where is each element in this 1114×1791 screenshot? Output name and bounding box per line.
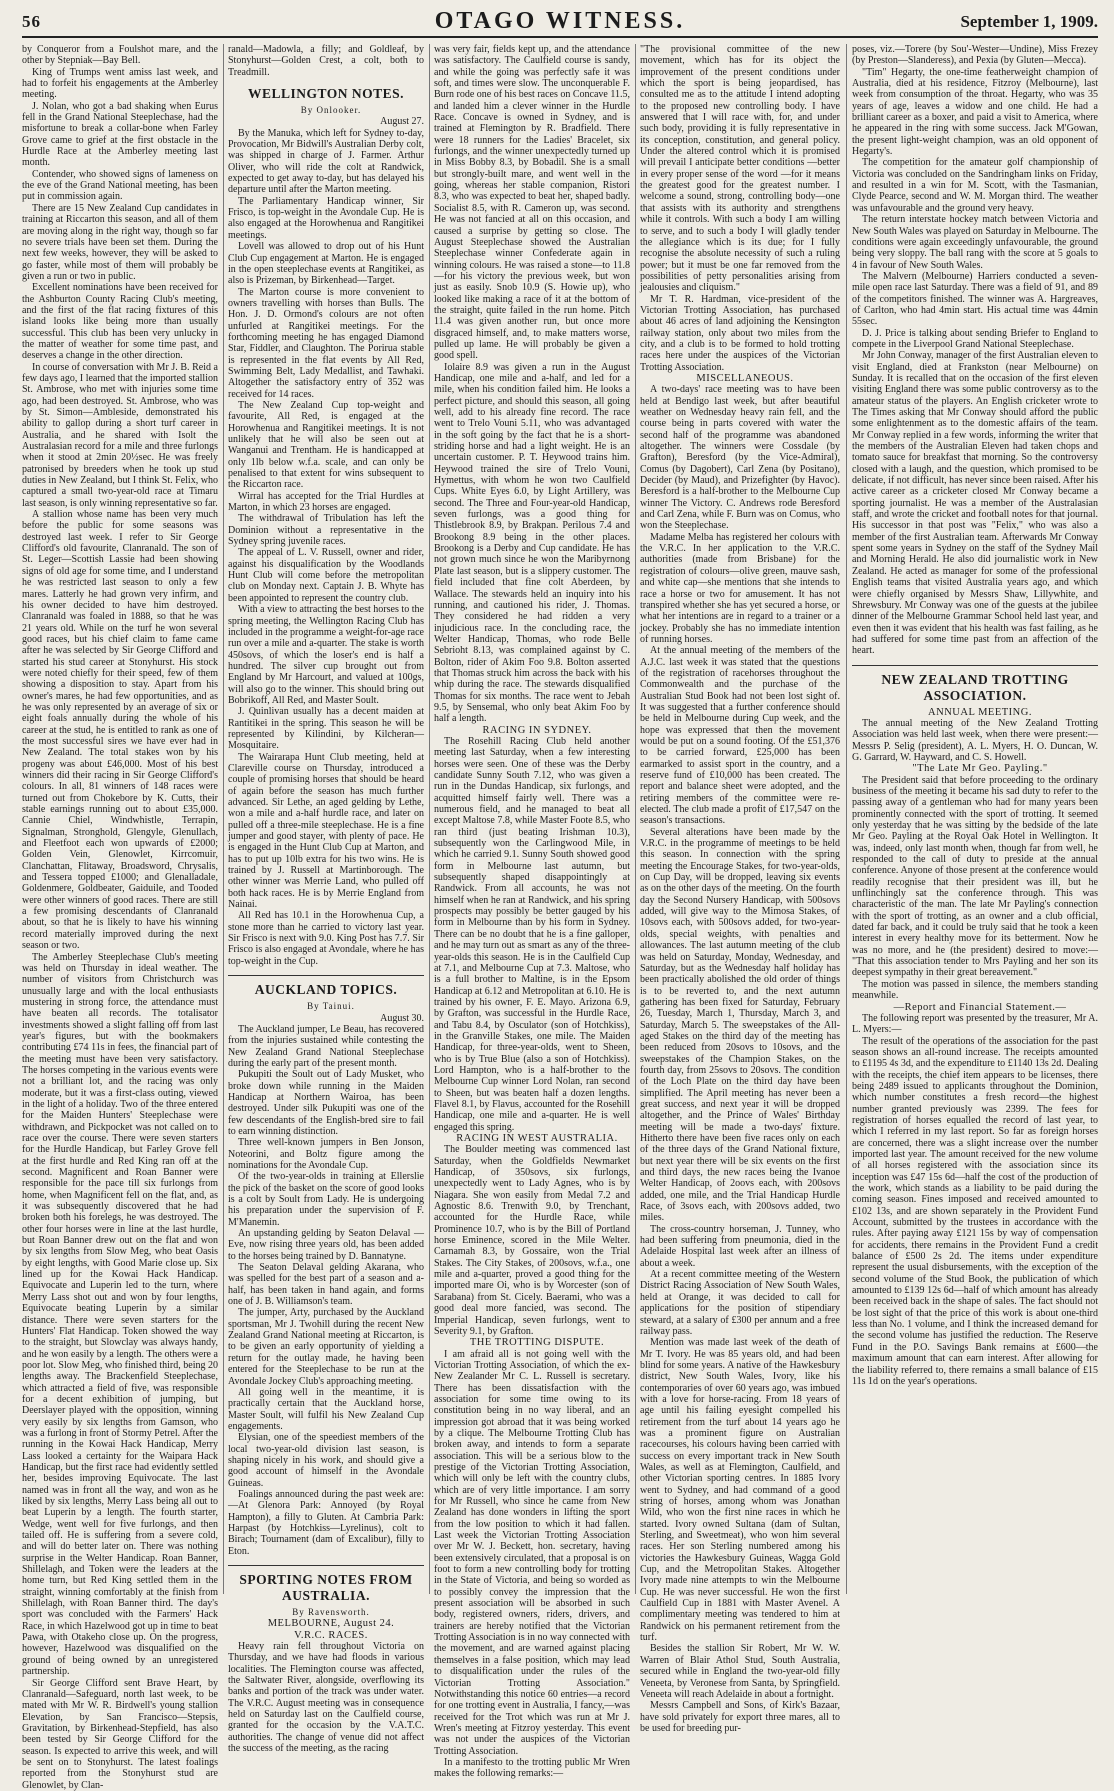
column-divider xyxy=(429,44,430,1594)
subheading: RACING IN SYDNEY. xyxy=(482,724,592,736)
paragraph: Three well-known jumpers in Ben Jonson, Noteorini, and Boltz figure among the nominations for the Avondale Cup. xyxy=(228,1137,424,1171)
paragraph: The Amberley Steeplechase Club's meeting was held on Thursday in ideal weather. The number of visitors from Christchurch was unusually large and with the local enthusiasts mustering in strong force, the attendance must have beaten all records. The totalisator investments showed a slight falling off from last year's figures, but with the bookmakers contributing £74 11s in fees, the financial part of the meeting must have been very satisfactory. The horses competing in the various events were not a brilliant lot, and the racing was only moderate, but it was a first-class outing, viewed in the light of a holiday. Two of the three entered for the Maiden Hunters' Steeplechase were withdrawn, and Pickpocket was not called on to race over the course. There were seven starters for the Hurdle Handicap, but Farley Grove fell at the first hurdle and Red King ran off at the second. Magnificent and Roan Banner were responsible for the pace till six furlongs from home, when Magnificent fell on the flat, and, as it was subsequently discovered that he had broken both his forelegs, he was destroyed. The other four horses were in line at the last hurdle, but Roan Banner drew out on the flat and won by six lengths from Slow Meg, who beat Oasis by eight lengths, with Good Marie close up. Six lined up for the Kowai Hack Handicap. Equivocate and Luperin led to the turn, where Merry Lass shot out and won by four lengths, Equivocate beating Luperin by a similar distance. There were seven starters for the Hunters' Flat Handicap. Token showed the way to the straight, but Slowclay was always handy, and he won easily by a length. The others were a poor lot. Slow Meg, who finished third, being 20 lengths away. The Brackenfield Steeplechase, which attracted a field of five, was responsible for a decent exhibition of jumping, but Deerslayer played with the opposition, winning very easily by six lengths from Gamson, who was a furlong in front of Stormy Petrel. After the running in the Kowai Hack Handicap, Merry Lass looked a certainty for the Waipara Hack Handicap, but the first race had evidently settled her, besides improving Equivocate. The last named was in front all the way, and won as he liked by six lengths, Merry Lass being all out to beat Luperin by a length. The fourth starter, Wedge, went well for five furlongs, and then tailed off. He is suffering from a severe cold, and will do better later on. There was nothing surprise in the Welter Handicap. Roan Banner, Shillelagh, and Token were the leaders at the home turn, but Red King settled them in the straight, winning comfortably at the finish from Shillelagh, with Roan Banner third. The day's sport was concluded with the Farmers' Hack Race, in which Hazelwood got up in time to beat Pawa, with Otakeho close up. On the progress, however, Hazelwood was disqualified on the ground of being owned by an unregistered partnership. xyxy=(22,951,218,1678)
paragraph: "Tim" Hegarty, the one-time featherweight champion of Australia, died at his residence, Fitzroy (Melbourne), last week from consumption of the throat. Hegarty, who was 35 years of age, leaves a widow and one child. He had a brilliant career as a boxer, and paid a visit to America, where he appeared in the ring with some success. Jack M'Gowan, the present light-weight champion, was an old opponent of Hegarty's. xyxy=(852,66,1098,158)
paragraph: The Marton course is more convenient to owners travelling with horses than Bulls. The Hon. J. D. Ormond's colours are not often unfurled at Rangitikei meetings. For the forthcoming meeting he has engaged Diamond Star, Fiddler, and Claughton. The Porirua stable is represented in the flat events by All Red, Swimming Belt, Lady Medallist, and Tawhaki. Altogether the satisfactory entry of 352 was received for 14 races. xyxy=(228,286,424,400)
paragraph: Several alterations have been made by the V.R.C. in the programme of meetings to be held this season. In connection with the spring meeting the Encourage Stakes, for two-year-olds, on Cup Day, will be dropped, leaving six events as on the other days of the meeting. On the fourth day the Second Nursery Handicap, with 500sovs added, will give way to the Mimosa Stakes, of 10sovs each, with 500sovs added, for two-year-olds, special weights, with penalties and allowances. The last autumn meeting of the club was held on Saturday, Monday, Wednesday, and Saturday, but as the Wednesday half holiday has been practically abolished the old order of things is to be reverted to, and the next autumn gathering has been fixed for Saturday, February 26, Tuesday, March 1, Thursday, March 3, and Saturday, March 5. The sweepstakes of the All-aged Stakes on the third day of the meeting has been reduced from 20sovs to 10sovs, and the sweepstakes of the Champion Stakes, on the fourth day, from 25sovs to 20sovs. The condition of the Loch Plate on the third day have been simplified. The April meeting has never been a great success, and next year it will be dropped altogether, and the Prince of Wales' Birthday meeting will be made a two-days' fixture. Hitherto there have been five races only on each of the three days of the Grand National fixture, but next year there will be six events on the first and third days, the new races being the Ivanoe Welter Handicap, of 2oovs each, with 200sovs added, one mile, and the Trial Handicap Hurdle Race, of 3sovs each, with 200sovs added, two miles. xyxy=(640,826,840,1224)
paragraph: The result of the operations of the association for the past season shows an all-round increase. The receipts amounted to £1195 4s 3d, and the expenditure to £1140 13s 2d. Dealing with the receipts, the chief item appears to be licenses, there being 2489 issued to applicants throughout the Dominion, which number constitutes a fresh record—the highest number granted previously was 2399. The fees for registration of horses equalled the record of last year, to which I referred in my last report. So far as foreign horses are concerned, there was a slight increase over the number imported last year. The amount received for the new volume of all horses registered with the association since its inception was £47 15s 6d—half the cost of the production of the work, which stands as a liability to be paid during the coming season. Fines imposed and received amounted to £102 13s, and are shown separately in the Provident Fund Account, submitted by the trustees in accordance with the rules. After paying away £121 15s by way of compensation for accidents, there remains in the Provident Fund a credit balance of £500 2s 2d. The items under expenditure represent the usual disbursements, with the exception of the second volume of the Stud Book, the publication of which amounted to £139 12s 6d—half of which amount has already been received back in the shape of sales. The fact should not be lost sight of that the price of this work is about one-third less than No. 1 volume, and I think the increased demand for the second volume has justified the reduction. The Reserve Fund in the P.O. Savings Bank remains at £600—the maximum amount that can earn interest. After allowing for the liability referred to, there remains a small balance of £15 11s 1d on the year's operations. xyxy=(852,1035,1098,1387)
paragraph: All Red has 10.1 in the Horowhenua Cup, a stone more than he carried to victory last year. Sir Frisco is next with 9.0. King Post has 7.7. Sir Frisco is also engaged at Avondale, where he has top-weight in the Cup. xyxy=(228,910,424,967)
paragraph: by Conqueror from a Foulshot mare, and the other by Stepniak—Bay Bell. xyxy=(22,44,218,67)
paragraph: Besides the stallion Sir Robert, Mr W. W. Warren of Blair Athol Stud, South Australia, secured while in England the two-year-old filly Veneeta, by Veronese from Santa, by Springfield. Veneeta will reach Adelaide in about a fortnight. xyxy=(640,1643,840,1700)
subheading: MISCELLANEOUS. xyxy=(696,372,794,384)
paragraph: A two-days' race meeting was to have been held at Bendigo last week, but after beautiful weather on Wednesday heavy rain fell, and the course being in parts covered with water the second half of the programme was abandoned altogether. The winners were Cossdale (by Grafton), Beresford (by the Vice-Admiral), Comus (by Dagobert), Carl Zena (by Positano), Decider (by Maud), and Prizefighter (by Havoc). Beresford is a half-brother to the Melbourne Cup winner The Victory. C. Andrews rode Beresford and Carl Zena, while F. Burn was on Comus, who won the Steeplechase. xyxy=(640,384,840,532)
paragraph: The appeal of L. V. Russell, owner and rider, against his disqualification by the Woodlands Hunt Club will come before the metropolitan club on Monday next. Captain J. B. Whyte has been appointed to represent the country club. xyxy=(228,547,424,604)
byline: By Onlooker. xyxy=(300,105,362,116)
paragraph: The Parliamentary Handicap winner, Sir Frisco, is top-weight in the Avondale Cup. He is also engaged at the Horowhenua and Rangitikei meetings. xyxy=(228,195,424,241)
section-heading: NEW ZEALAND TROTTING ASSOCIATION. xyxy=(852,665,1098,704)
paragraph: The President said that before proceeding to the ordinary business of the meeting it became his sad duty to refer to the passing away of a gentleman who had for many years been prominently connected with the sport of trotting. It seemed only yesterday that he was sitting by the bedside of the late Mr Geo. Payling at the Royal Oak Hotel in Wellington. It was, indeed, only last month when, though far from well, he responded to the call of duty to preside at the annual conference. Anyone of those present at the conference would readily recognise that their president was ill, but he unflinchingly sat the conference through. This was characteristic of the man. The late Mr Payling's connection with the sport of trotting, as an owner and a club official, dated far back, and it could be truly said that he took a keen interest in every healthy move for its betterment. Now he was no more, and he (the president) desired to move:— "That this association tender to Mrs Payling and her son its deepest sympathy in their great bereavement." xyxy=(852,774,1098,979)
subheading: "The Late Mr Geo. Payling." xyxy=(912,763,1048,775)
paragraph: The Auckland jumper, Le Beau, has recovered from the injuries sustained while contesting the New Zealand Grand National Steeplechase during the early part of the present month. xyxy=(228,1023,424,1069)
paragraph: The competition for the amateur golf championship of Victoria was concluded on the Sandringham links on Friday, and resulted in a win for M. Scott, with the Tasmanian, Clyde Pearce, second and W. M. Morgan third. The weather was unfavourable and the ground very heavy. xyxy=(852,157,1098,214)
page-number: 56 xyxy=(22,12,41,31)
section-heading: AUCKLAND TOPICS. xyxy=(228,975,424,998)
paragraph: Lovell was allowed to drop out of his Hunt Club Cup engagement at Marton. He is engaged in the open steeplechase events at Rangitikei, as also is Prizeman, by Birkenhead—Target. xyxy=(228,241,424,287)
dateline: August 27. xyxy=(380,116,424,128)
column-divider xyxy=(223,44,224,1594)
paragraph: Of the two-year-olds in training at Ellerslie the pick of the basket on the score of good looks is a colt by Soult from Lady. He is undergoing his preparation under the supervision of F. M'Manemin. xyxy=(228,1171,424,1228)
paragraph: "The provisional committee of the new movement, which has for its object the improvement of the present conditions under which the sport is being jeopardised, has consulted me as to the attitude I intend adopting to the proposed new controlling body. I have answered that I will race with, for, and under such body, providing it is fully representative in its conception, constitution, and general policy. Under the altered control which it is promised will prevail I anticipate better conditions —better in every proper sense of the word —for it means the greatest good for the greatest number. I welcome a sound, strong, controlling body—one that assists with its authority and strengthens while it controls. With such a body I am willing to serve, and to such a body I will gladly tender the allegiance which is its due; for I fully recognise the absolute necessity of such a ruling power; but it must be one far removed from the possibilities of petty personalities arising from jealousies and cliquism." xyxy=(640,44,840,294)
paragraph: The Malvern (Melbourne) Harriers conducted a seven-mile open race last Saturday. There was a field of 91, and 89 of the competitors finished. The winner was A. Hargreaves, of Carlton, who had 4min start. His actual time was 44min 55sec. xyxy=(852,270,1098,328)
paragraph: In course of conversation with Mr J. B. Reid a few days ago, I learned that the imported stallion St. Ambrose, who met with injuries some time ago, had been destroyed. St. Ambrose, who was by St. Simon—Ambleside, demonstrated his ability to gallop during a short turf career in Australia, and he shared with Isolt the Australasian record for a mile and three furlongs when it stood at 2min 20½sec. He was freely patronised by breeders when he took up stud duties in New Zealand, but I think St. Felix, who captured a small two-year-old race at Timaru last season, is only winning representative so far. xyxy=(22,361,218,509)
paragraph: Wirral has accepted for the Trial Hurdles at Marton, in which 23 horses are engaged. xyxy=(228,490,424,514)
paragraph: D. J. Price is talking about sending Briefer to England to compete in the Liverpool Grand National Steeplechase. xyxy=(852,327,1098,350)
paragraph: J. Quinlivan usually has a decent maiden at Rantitikei in the spring. This season he will be represented by Kilindini, by Kilcheran—Mosquitaire. xyxy=(228,706,424,752)
paragraph: There are 15 New Zealand Cup candidates in training at Riccarton this season, and all of them are moving along in the right way, though so far no severe trials have been set them. During the next few weeks, however, they will be asked to go faster, while most of them will probably be given a run or two in public. xyxy=(22,202,218,282)
column-1 xyxy=(22,44,218,1791)
column-5 xyxy=(852,44,1098,1594)
paragraph: The Wairarapa Hunt Club meeting, held at Clareville course on Thursday, introduced a couple of promising horses that should be heard of again before the season has much further advanced. Sir Lethe, an aged gelding by Lethe, won a mile and a-half hurdle race, and later on pulled off a three-mile steeplechase. He is a fine jumper and good stayer, with plenty of pace. He is engaged in the Hunt Club Cup at Marton, and has to put up 10lb extra for his two wins. He is trained by J. Russell at Martinborough. The other winner was Merrie Land, who pulled off both hack races. He is by Merrie England from Nainai. xyxy=(228,751,424,911)
masthead xyxy=(22,6,1098,36)
paragraph: Sir George Clifford sent Brave Heart, by Clanranald—Safeguard, north last week, to be mated with Mr W. R. Birdwell's young stallion Elevation, by San Francisco—Stepsis, Gravitation, by Birkenhead-Stepfield, has also been tested by Sir George Clifford for the season. Is expected to arrive this week, and will be sent on to Stonyhurst. The latest foalings reported from the Stonyhurst stud are Glenowlet, by Clan- xyxy=(22,1677,218,1791)
paragraph: At a recent committee meeting of the Western District Racing Association of New South Wales, held at Orange, it was decided to call for applications for the position of stipendiary steward, at a salary of £300 per annum and a free railway pass. xyxy=(640,1269,840,1337)
paragraph: The New Zealand Cup top-weight and favourite, All Red, is engaged at the Horowhenua and Rangitikei meetings. It is not unlikely that he will also be seen out at Wanganui and Trentham. He is handicapped at only 1lb below w.f.a. scale, and can only be penalised to that extent for wins subsequent to the Riccarton race. xyxy=(228,399,424,491)
subheading: ANNUAL MEETING. xyxy=(928,706,1032,718)
dateline: August 30. xyxy=(380,1012,424,1024)
paragraph: Elysian, one of the speediest members of the local two-year-old division last season, is shaping nicely in his work, and should give a good account of himself in the Avondale Guineas. xyxy=(228,1432,424,1489)
paragraph: The cross-country horseman, J. Tunney, who had been suffering from pneumonia, died in the Adelaide Hospital last week after an illness of about a week. xyxy=(640,1223,840,1269)
subheading: THE TROTTING DISPUTE. xyxy=(469,1337,605,1349)
paragraph: The withdrawal of Tribulation has left the Dominion without a representative in the Sydney spring juvenile races. xyxy=(228,513,424,548)
paragraph: The following report was presented by the treasurer, Mr A. L. Myers:— xyxy=(852,1012,1098,1036)
paragraph: The Boulder meeting was commenced last Saturday, when the Goldfields Newmarket Handicap, of 350sovs, six furlongs, unexpectedly went to Lady Agnes, who is by Niagara. She won easily from Medal 7.2 and Agnostic 8.6. Trenwith 9.0, by Trenchant, accounted for the Hurdle Race, while Prominence 10.7, who is by the Bill of Portland horse Eminence, scored in the Mile Welter. Carnamah 8.3, by Gossaire, won the Trial Stakes. The City Stakes, of 200sovs, w.f.a., one mile and a-quarter, proved a good thing for the imported mare Oi, who is by Worcester (son of Sarabana) from St. Cicely. Baerami, who was a good deal more fancied, was second. The Imperial Handicap, seven furlongs, went to Severity 9.1, by Grafton. xyxy=(434,1144,630,1337)
paragraph: Heavy rain fell throughout Victoria on Thursday, and we have had floods in various localities. The Flemington course was affected, the Saltwater River, alongside, overflowing its banks and portion of the track was under water. The V.R.C. August meeting was in consequence held on Saturday last on the Caulfield course, granted for the occasion by the V.A.T.C. authorities. The change of venue did not affect the success of the meeting, as the racing xyxy=(228,1641,424,1755)
paragraph: Mention was made last week of the death of Mr T. Ivory. He was 85 years old, and had been blind for some years. A native of the Hawkesbury district, New South Wales, Ivory, like his contemporaries of over 60 years ago, was imbued with a love for horse-racing. From 18 years of age until his failing eyesight compelled his retirement from the turf about 14 years ago he was a prominent figure on Australian racecourses, his colours having been carried with success on every important track in New South Wales, as well as at Flemington, Caulfield, and other Victorian sporting centres. In 1885 Ivory went to Sydney, and had command of a good string of horses, among whom was Jonathan Wild, who won the first nine races in which he started. Ivory owned Sultana (dam of Sultan, Sterling, and Sweetmeat), who won him several races. Her son Sterling numbered among his victories the Hawkesbury Guineas, Wagga Gold Cup, and the Metropolitan Stakes. Altogether Ivory made nine attempts to win the Melbourne Cup. He was never successful. He won the first Caulfield Cup in 1881 with Master Avenel. A complimentary meeting was tendered to him at Randwick on his permanent retirement from the turf. xyxy=(640,1337,840,1644)
paragraph: The motion was passed in silence, the members standing meanwhile. xyxy=(852,978,1098,1002)
paragraph: With a view to attracting the best horses to the spring meeting, the Wellington Racing Club has included in the programme a weight-for-age race run over a mile and a-quarter. The stake is worth 450sovs, of which the loser's end is half a hundred. The silver cup brought out from England by Mr Harcourt, and valued at 100gs, will also go to the winner. This should bring out Bobrikoff, All Red, and Master Soult. xyxy=(228,604,424,706)
paragraph: The annual meeting of the New Zealand Trotting Association was held last week, when there were present:—Messrs P. Selig (president), A. L. Myers, H. O. Duncan, W. G. Garrard, W. Hayward, and C. S. Howell. xyxy=(852,717,1098,763)
section-heading: WELLINGTON NOTES. xyxy=(247,86,405,102)
paragraph: I am afraid all is not going well with the Victorian Trotting Association, of which the ex-New Zealander Mr C. L. Russell is secretary. There has been dissatisfaction with the association for some time owing to its constitution being in no way liberal, and an impression got abroad that it was being worked by a clique. The Melbourne Trotting Club has broken away, and intends to form a separate association. This will be a serious blow to the prestige of the Victorian Trotting Association, which will only be left with the country clubs, which are of very little importance. I am sorry for Mr Russell, who since he came from New Zealand has done wonders in lifting the sport from the low position to which it had fallen. Last week the Victorian Trotting Association over Mr W. J. Beckett, hon. secretary, having been extensively circulated, that a proposal is on foot to form a new controlling body for trotting in the State of Victoria, and being so worded as to possibly convey the impression that the present association will be absorbed in such body, registered owners, riders, drivers, and trainers are hereby notified that the Victorian Trotting Association is in no way connected with the movement, and are warned against placing themselves in a false position, which may lead to disqualification under the rules of the Victorian Trotting Association." Notwithstanding this notice 60 entries—a record for one trotting event in Australia, I fancy,—was received for the Trot which was run at Mr J. Wren's meeting at Fitzroy yesterday. This event was not under the auspices of the Victorian Trotting Association. xyxy=(434,1348,631,1757)
paragraph: Messrs Campbell and Sons, of Kirk's Bazaar, have sold privately for export three mares, all to be used for breeding pur- xyxy=(640,1700,840,1734)
paragraph: Pukupiti the Soult out of Lady Musket, who broke down while running in the Maiden Handicap at Northern Wairoa, has been destroyed. Under silk Pukupiti was one of the few descendants of the English-bred sire to fail to earn winning distinction. xyxy=(228,1069,424,1137)
paragraph: Foalings announced during the past week are:—At Glenora Park: Annoyed (by Royal Hampton), a filly to Gluten. At Cambria Park: Harpast (by Hotchkiss—Lyrelinus), colt to Birach; Tournament (dam of Excalibur), filly to Eton. xyxy=(228,1488,424,1557)
paragraph: Excellent nominations have been received for the Ashburton County Racing Club's meeting, and the first of the flat racing fixtures of this island looks like being more than usually successful. This club has been very unlucky in the matter of weather for some time past, and deserves a change in the other direction. xyxy=(22,282,218,362)
paragraph: The Rosehill Racing Club held another meeting last Saturday, when a few interesting horses were seen. One of these was the Derby candidate Sunny South 7.12, who was given a run in the Dundas Handicap, six furlongs, and acquitted himself fairly well. There was a numerous field, and he managed to beat all except Maltose 7.8, while Master Foote 8.5, who ran third (just beating Irishman 10.3), subsequently won the Carlingwood Mile, in which he carried 9.1. Sunny South showed good form in Melbourne last autumn, but subsequently shaped disappointingly at Randwick. From all accounts, he was not himself when he ran at Randwick, and his spring prospects may possibly be better gauged by his form in Melbourne than by his form in Sydney. There can be no doubt that he is a fine galloper, and he may turn out as smart as any of the three-year-olds this season. He is in the Caulfield Cup at 7.1, and Melbourne Cup at 7.3. Maltose, who is a full brother to Maltine, is in the Epsom Handicap at 6.12 and Metropolitan at 6.10. He is trained by his owner, F. E. Mayo. Arizona 6.9, by Grafton, was successful in the Hurdle Race, and Tabu 8.4, by Osculator (son of Hotchkiss), in the Granville Stakes, one mile. The Maiden Handicap, for three-year-olds, went to Sheen, who is by True Blue (also a son of Hotchkiss). Lord Hampton, who is a half-brother to the Melbourne Cup winner Lord Nolan, ran second to Sheen, but was beaten half a dozen lengths. Flavel 8.1, by Flavus, accounted for the Rosehill Handicap, one mile and a-quarter. He is well engaged this spring. xyxy=(434,735,630,1133)
column-3 xyxy=(434,44,631,1780)
column-2 xyxy=(228,44,424,1755)
paragraph: Mr T. R. Hardman, vice-president of the Victorian Trotting Association, has purchased about 46 acres of land adjoining the Kensington railway station, only about two miles from the city, and a club is to be formed to hold trotting races here under the auspices of the Victorian Trotting Association. xyxy=(640,293,840,373)
paragraph: J. Nolan, who got a bad shaking when Eurus fell in the Grand National Steeplechase, had the misfortune to break a collar-bone when Farley Grove came to grief at the first obstacle in the Hurdle Race at the Amberley meeting last month. xyxy=(22,100,218,169)
paragraph: poses, viz.—Torere (by Sou'-Wester—Undine), Miss Frezey (by Preston—Slanderess), and Pexia (by Gluten—Mecca). xyxy=(852,44,1098,67)
byline: By Ravensworth. xyxy=(292,1607,370,1617)
paragraph: King of Trumps went amiss last week, and had to forfeit his engagements at the Amberley meeting. xyxy=(22,66,218,101)
paragraph: Iolaire 8.9 was given a run in the August Handicap, one mile and a-half, and led for a mile, when his condition failed him. He looks a perfect picture, and should this season, all going well, add to his already fine record. The race went to Trelo Vouni 5.11, who was advantaged in the soft going by the fact that he is a short-striding horse and had a light weight. He is an uncertain customer. P. T. Heywood trains him. Heywood trained the sire of Trelo Vouni, Hymettus, with whom he won two Caulfield Cups. White Eyes 6.0, by Light Artillery, was second. The Three and Four-year-old Handicap, seven furlongs, was a good thing for Thistlebrook 8.9, by Brakpan. Perilous 7.4 and Brookong 8.9 being in the other places. Brookong is a Derby and Cup candidate. He has not grown much since he won the Maribyrnong Plate last season, but is a slippery customer. The field included that fine colt Aberdeen, by Wallace. The stewards held an inquiry into his running, and cautioned his rider, J. Thomas. They considered he had ridden a very injudicious race. In the concluding race, the Welter Handicap, Thomas, who rode Belle Sebrioht 8.13, was complained against by C. Bolton, rider of Akim Foo 9.8. Bolton asserted that Thomas struck him across the back with his whip during the race. The stewards disqualified Thomas for six months. The race went to Jebah 9.5, by Sensemal, who only beat Akim Foo by half a length. xyxy=(434,361,630,725)
paragraph: The jumper, Arty, purchased by the Auckland sportsman, Mr J. Twohill during the recent New Zealand Grand National meeting at Riccarton, is to be given an early opportunity of yielding a return for the outlay made, he having been entered for the Steeplechase to be run at the Avondale Jockey Club's approaching meeting. xyxy=(228,1307,424,1387)
paragraph: At the annual meeting of the members of the A.J.C. last week it was stated that the questions of the registration of racehorses throughout the Commonwealth and the purchase of the Australian Stud Book had not been lost sight of. It was suggested that a further conference should be held in Melbourne during Cup week, and the hope was expressed that then the movement would be put on a sound footing. Of the £51,376 to be carried forward, £25,000 has been earmarked to assist sport in the country, and a reserve fund of £10,000 has been created. The report and balance sheet were adopted, and the retiring members of the committee were re-elected. The club made a profit of £17,547 on the season's transactions. xyxy=(640,645,840,827)
subheading: V.R.C. RACES. xyxy=(294,1629,368,1641)
masthead-rule xyxy=(22,36,1098,38)
paragraph: An upstanding gelding by Seaton Delaval —Eve, now rising three years old, has been added to the horses being trained by D. Bannatyne. xyxy=(228,1228,424,1262)
subheading: RACING IN WEST AUSTRALIA. xyxy=(456,1133,618,1144)
paragraph: was very fair, fields kept up, and the attendance was satisfactory. The Caulfield course is sandy, and while the going was perfectly safe it was soft, and times were slow. The unconquerable F. Burn rode one of his best races on Concave 11.5, and landed him a clever winner in the Hurdle Race. Concave is owned in Sydney, and is trained at Flemington by R. Bradfield. There were 18 runners for the Ladies' Bracelet, six furlongs, and the winner unexpectedly turned up in Miss Bobby 8.3, by Bobadil. She is a small but strongly-built mare, and went well in the going, whereas her stable companion, Ristori 8.3, who was expected to beat her, shaped badly. Socialist 8.5, with R. Cameron up, was second. He was not fancied at all on this occasion, and caused a surprise by getting so close. The August Steeplechase showed the Australian Steeplechase winner Confederate again in winning colours. He was raised a stone—to 11.8—for his victory the previous week, but won just as easily. Snob 10.9 (S. Howie up), who looked like making a race of it at the bottom of the straight, quite failed in the run home. Pitch 11.4 was given another run, but once more disgraced himself, and, to make matters worse, pulled up lame. He will probably be given a good spell. xyxy=(434,44,630,362)
paragraph: A stallion whose name has been very much before the public for some seasons was destroyed last week. I refer to Sir George Clifford's old favourite, Clanranald. The son of St. Leger—Scottish Lassie had been showing signs of old age for some time, and I understand he was restricted last season to only a few mares. Latterly he had grown very infirm, and his owner decided to have him destroyed. Clanranald was foaled in 1888, so that he was 21 years old. While on the turf he won several good races, but his chief claim to fame came after he was selected by Sir George Clifford and started his stud career at Stonyhurst. His stock were noted chiefly for their speed, few of them showing a disposition to stay. Apart from his owner's mares, he had few opportunities, and as he was only represented by an average of six or eight foals annually during the whole of his career at the stud, he is entitled to rank as one of the most successful sires we have ever had in New Zealand. The total stakes won by his progeny was about £46,000. Most of his best winners did their racing in Sir George Clifford's colours. In all, 81 winners of 148 races were turned out from Chokebore by K. Cutts, their stable earnings running out to about £35,000. Cannie Chiel, Windwhistle, Terrapin, Signalman, Stronghold, Glengyle, Glenullach, and Fleetfoot each won upwards of £2000; Golden Vein, Glenowlet, Kirrcomuir, Clanchattan, Flitaway, Broadsword, Chrysalis, and Tessera topped £1000; and Glenalladale, Goldenmere, Goldbeater, Gaiduile, and Tooded were other winners of good races. There are still a few promising descendants of Clanranald about, so that he is likely to have his winning record materially improved during the next season or two. xyxy=(22,509,218,952)
paragraph: Mr John Conway, manager of the first Australian eleven to visit England, died at Frankston (near Melbourne) on Sunday. It is recalled that on the occasion of the first eleven visiting England there was some public controversy as to the amateur status of the players. An English cricketer wrote to The Times asking that Mr Conway should afford the public some enlightenment as to the domestic affairs of the team. Mr Conway replied in a few words, informing the writer that the members of the Australian Eleven had taken chops and tomato sauce for breakfast that morning. So the controversy closed with a laugh, and the question, which promised to be delicate, if not difficult, has never since been raised. After his active career as a cricketer closed Mr Conway became a sporting journalist. He was a member of the Australasian staff, and wrote the cricket and football notes for that journal. His successor in that post was "Felix," who was also a member of the first Australian team. Afterwards Mr Conway spent some years in Sydney on the staff of the Sydney Mail and Morning Herald. He also did journalistic work in New Zealand. He acted as manager for some of the professional English teams that visited Australia years ago, and which were chiefly organised by Messrs Shaw, Lillywhite, and Shrewsbury. Mr Conway was one of the guests at the jubilee dinner of the Melbourne Grammar School held last year, and even then it was evident that his health was fast failing, as he had suffered for some time past from an affection of the heart. xyxy=(852,350,1098,657)
newspaper-title: OTAGO WITNESS. xyxy=(434,8,686,34)
paragraph: By the Manuka, which left for Sydney to-day, Provocation, Mr Bidwill's Australian Derby colt, was shipped in charge of J. Farmer. Arthur Oliver, who will ride the colt at Randwick, expected to get away to-day, but has delayed his departure until after the Marton meeting. xyxy=(228,127,424,196)
paragraph: The Seaton Delaval gelding Akarana, who was spelled for the best part of a season and a-half, has been taken in hand again, and forms one of J. B. Williamson's team. xyxy=(228,1262,424,1308)
column-divider xyxy=(846,44,847,1594)
paragraph: ranald—Madowla, a filly; and Goldleaf, by Stonyhurst—Golden Crest, a colt, both to Treadmill. xyxy=(228,44,424,78)
issue-date: September 1, 1909. xyxy=(960,12,1098,31)
paragraph: In a manifesto to the trotting public Mr Wren makes the following remarks:— xyxy=(434,1756,630,1780)
subheading: —Report and Financial Statement.— xyxy=(893,1001,1067,1013)
subheading: MELBOURNE, August 24. xyxy=(267,1618,395,1630)
column-divider xyxy=(635,44,636,1594)
column-4 xyxy=(640,44,840,1734)
section-heading: SPORTING NOTES FROM AUSTRALIA. xyxy=(228,1565,424,1604)
paragraph: All going well in the meantime, it is practically certain that the Auckland horse, Master Soult, will fulfil his New Zealand Cup engagements. xyxy=(228,1386,424,1432)
byline: By Tainui. xyxy=(307,1001,355,1012)
paragraph: The return interstate hockey match between Victoria and New South Wales was played on Saturday in Melbourne. The conditions were again exceedingly unfavourable, the ground being very sloppy. The ball rang with the score at 5 goals to 4 in favour of New South Wales. xyxy=(852,214,1099,271)
paragraph: Contender, who showed signs of lameness on the eve of the Grand National meeting, has been put in commission again. xyxy=(22,168,218,203)
paragraph: Madame Melba has registered her colours with the V.R.C. In her application to the V.R.C. authorities (made from Brisbane) for the registration of colours—olive green, mauve sash, and white cap—she mentions that she intends to race a horse or two for amusement. It has not transpired whether she has yet secured a horse, or what her intentions are in regard to a trainer or a jockey. Probably she has no immediate intention of running horses. xyxy=(640,531,840,645)
